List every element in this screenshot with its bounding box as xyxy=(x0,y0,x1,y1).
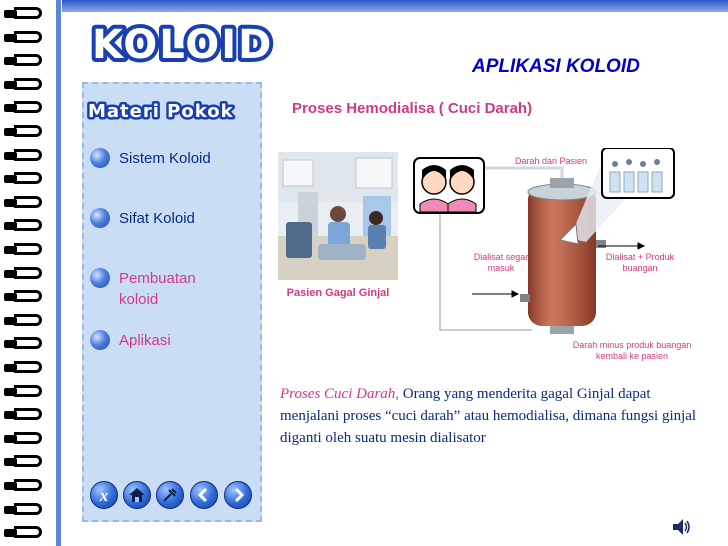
logo-text: KOLOID xyxy=(92,22,274,66)
top-bar xyxy=(62,0,728,12)
binding-ring xyxy=(4,100,44,115)
speaker-icon[interactable] xyxy=(670,516,692,538)
label-dialysate-in: Dialisat segar masuk xyxy=(473,252,529,273)
binding-ring xyxy=(4,148,44,163)
hemodialysis-diagram xyxy=(410,148,710,370)
binding-ring xyxy=(4,195,44,210)
bullet-ball-icon xyxy=(90,148,110,168)
menu-item-label: Sistem Koloid xyxy=(119,150,211,167)
section-title: Proses Hemodialisa ( Cuci Darah) xyxy=(292,100,533,117)
binding-ring xyxy=(4,336,44,351)
binding-ring xyxy=(4,454,44,469)
binding-ring xyxy=(4,266,44,281)
binding-ring xyxy=(4,478,44,493)
binding-ring xyxy=(4,171,44,186)
bullet-ball-icon xyxy=(90,208,110,228)
binding-ring xyxy=(4,313,44,328)
arrow-left-icon xyxy=(195,486,213,504)
menu-item-label: Aplikasi xyxy=(119,332,171,349)
photo-caption: Pasien Gagal Ginjal xyxy=(286,287,390,299)
binding-ring xyxy=(4,360,44,375)
materi-pokok-heading xyxy=(86,96,256,126)
sidebar-heading-text: Materi Pokok xyxy=(88,101,234,122)
close-icon: x xyxy=(99,486,109,505)
patient-icon xyxy=(414,158,484,213)
menu-item-label: Pembuatan koloid xyxy=(119,270,196,308)
binding-ring xyxy=(4,431,44,446)
tools-icon xyxy=(161,486,179,504)
close-button[interactable] xyxy=(90,481,118,509)
binding-ring xyxy=(4,30,44,45)
binding-ring xyxy=(4,77,44,92)
binding-ring xyxy=(4,384,44,399)
binding-ring xyxy=(4,218,44,233)
spiral-binding xyxy=(0,0,52,546)
koloid-logo xyxy=(90,20,280,66)
description-paragraph xyxy=(280,383,700,449)
arrow-right-icon xyxy=(229,486,247,504)
binding-ring xyxy=(4,289,44,304)
binding-ring xyxy=(4,502,44,517)
binding-ring xyxy=(4,242,44,257)
label-dialysate-out: Dialisat + Produk buangan xyxy=(605,252,675,273)
bullet-ball-icon xyxy=(90,330,110,350)
home-button[interactable] xyxy=(123,481,151,509)
binding-ring xyxy=(4,124,44,139)
binding-ring xyxy=(4,53,44,68)
hospital-photo xyxy=(278,152,398,280)
tools-button[interactable] xyxy=(156,481,184,509)
page-border xyxy=(56,0,61,546)
home-icon xyxy=(128,486,146,504)
binding-ring xyxy=(4,6,44,21)
label-blood-in: Darah dari Pasien xyxy=(514,156,588,166)
binding-ring xyxy=(4,407,44,422)
paragraph-lead: Proses Cuci Darah, xyxy=(280,386,400,402)
next-button[interactable] xyxy=(224,481,252,509)
bullet-ball-icon xyxy=(90,268,110,288)
paragraph-body: Orang yang menderita gagal Ginjal dapat menjalani proses “cuci darah” atau hemodialisa, dimana fungsi ginjal diganti oleh suatu mesin dialisator xyxy=(280,386,697,446)
previous-button[interactable] xyxy=(190,481,218,509)
label-blood-out: Darah minus produk buangan kembali ke pasien xyxy=(572,340,692,361)
page-title: APLIKASI KOLOID xyxy=(472,56,640,77)
menu-item-label: Sifat Koloid xyxy=(119,210,195,227)
binding-ring xyxy=(4,525,44,540)
